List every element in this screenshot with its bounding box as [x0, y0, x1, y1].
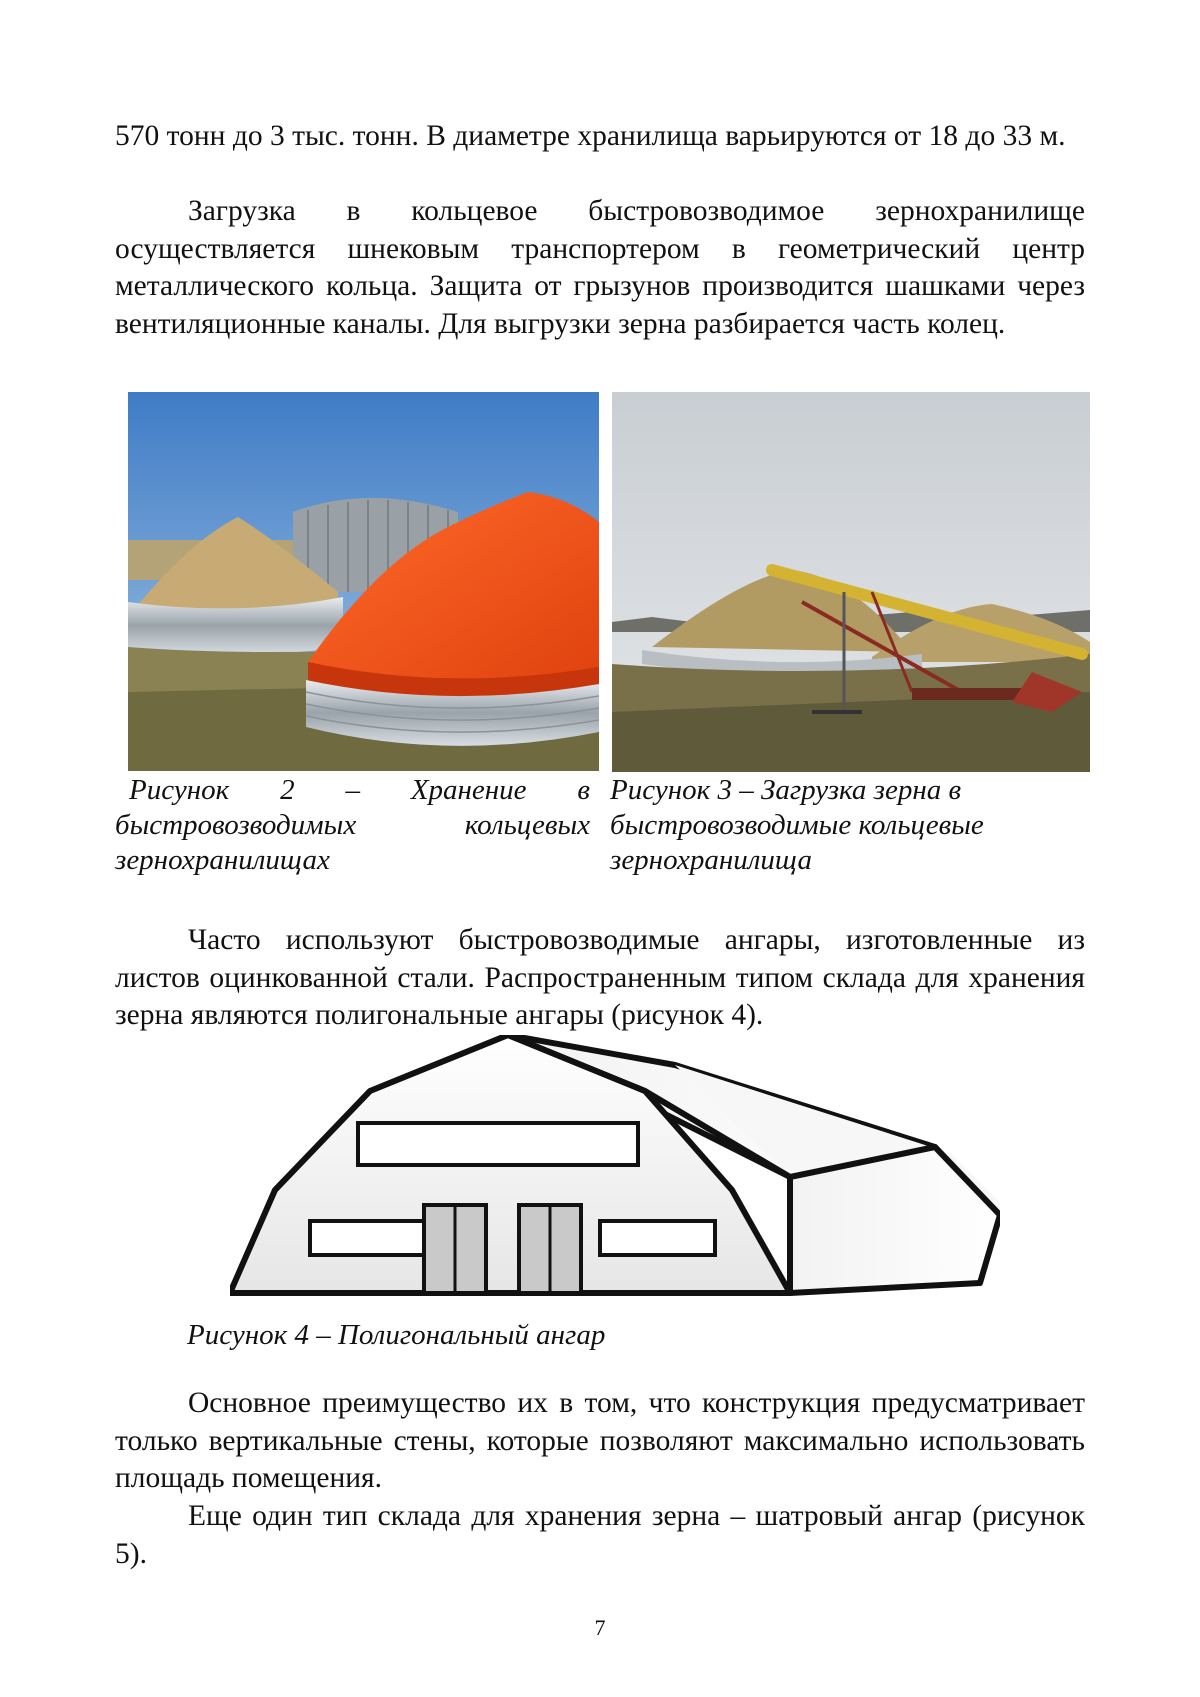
figure-4-drawing	[230, 1035, 1000, 1305]
paragraph-4: Основное преимущество их в том, что конструкция предусматривает только вертикальные стены, которые позволяют максимально использовать площадь помещения.	[115, 1387, 1085, 1494]
paragraph-2: Загрузка в кольцевое быстровозводимое зернохранилище осуществляется шнековым транспортером в геометрический центр металлического кольца. Защита от грызунов производится шашками через вентиляционные каналы. Для выгрузки зерна разбирается часть колец.	[115, 195, 1085, 340]
figure-4-caption: Рисунок 4 – Полигональный ангар	[187, 1319, 606, 1351]
paragraph-3: Часто используют быстровозводимые ангары, изготовленные из листов оцинкованной стали. Распространенным типом склада для хранения зерна являются полигональные ангары (рисунок 4).	[115, 924, 1085, 1031]
paragraph-1: 570 тонн до 3 тыс. тонн. В диаметре хранилища варьируются от 18 до 33 м.	[115, 120, 1066, 152]
figure-2-photo	[128, 392, 599, 771]
figure-3-caption: Рисунок 3 – Загрузка зерна в быстровозводимые кольцевые зернохранилища	[610, 774, 984, 876]
paragraph-5: Еще один тип склада для хранения зерна – шатровый ангар (рисунок 5).	[115, 1500, 1085, 1570]
page-number: 7	[594, 1615, 606, 1640]
figure-2-caption: Рисунок 2 – Хранение в быстровозводимых кольцевых зернохранилищах	[115, 774, 590, 876]
figure-3-photo	[612, 392, 1090, 772]
